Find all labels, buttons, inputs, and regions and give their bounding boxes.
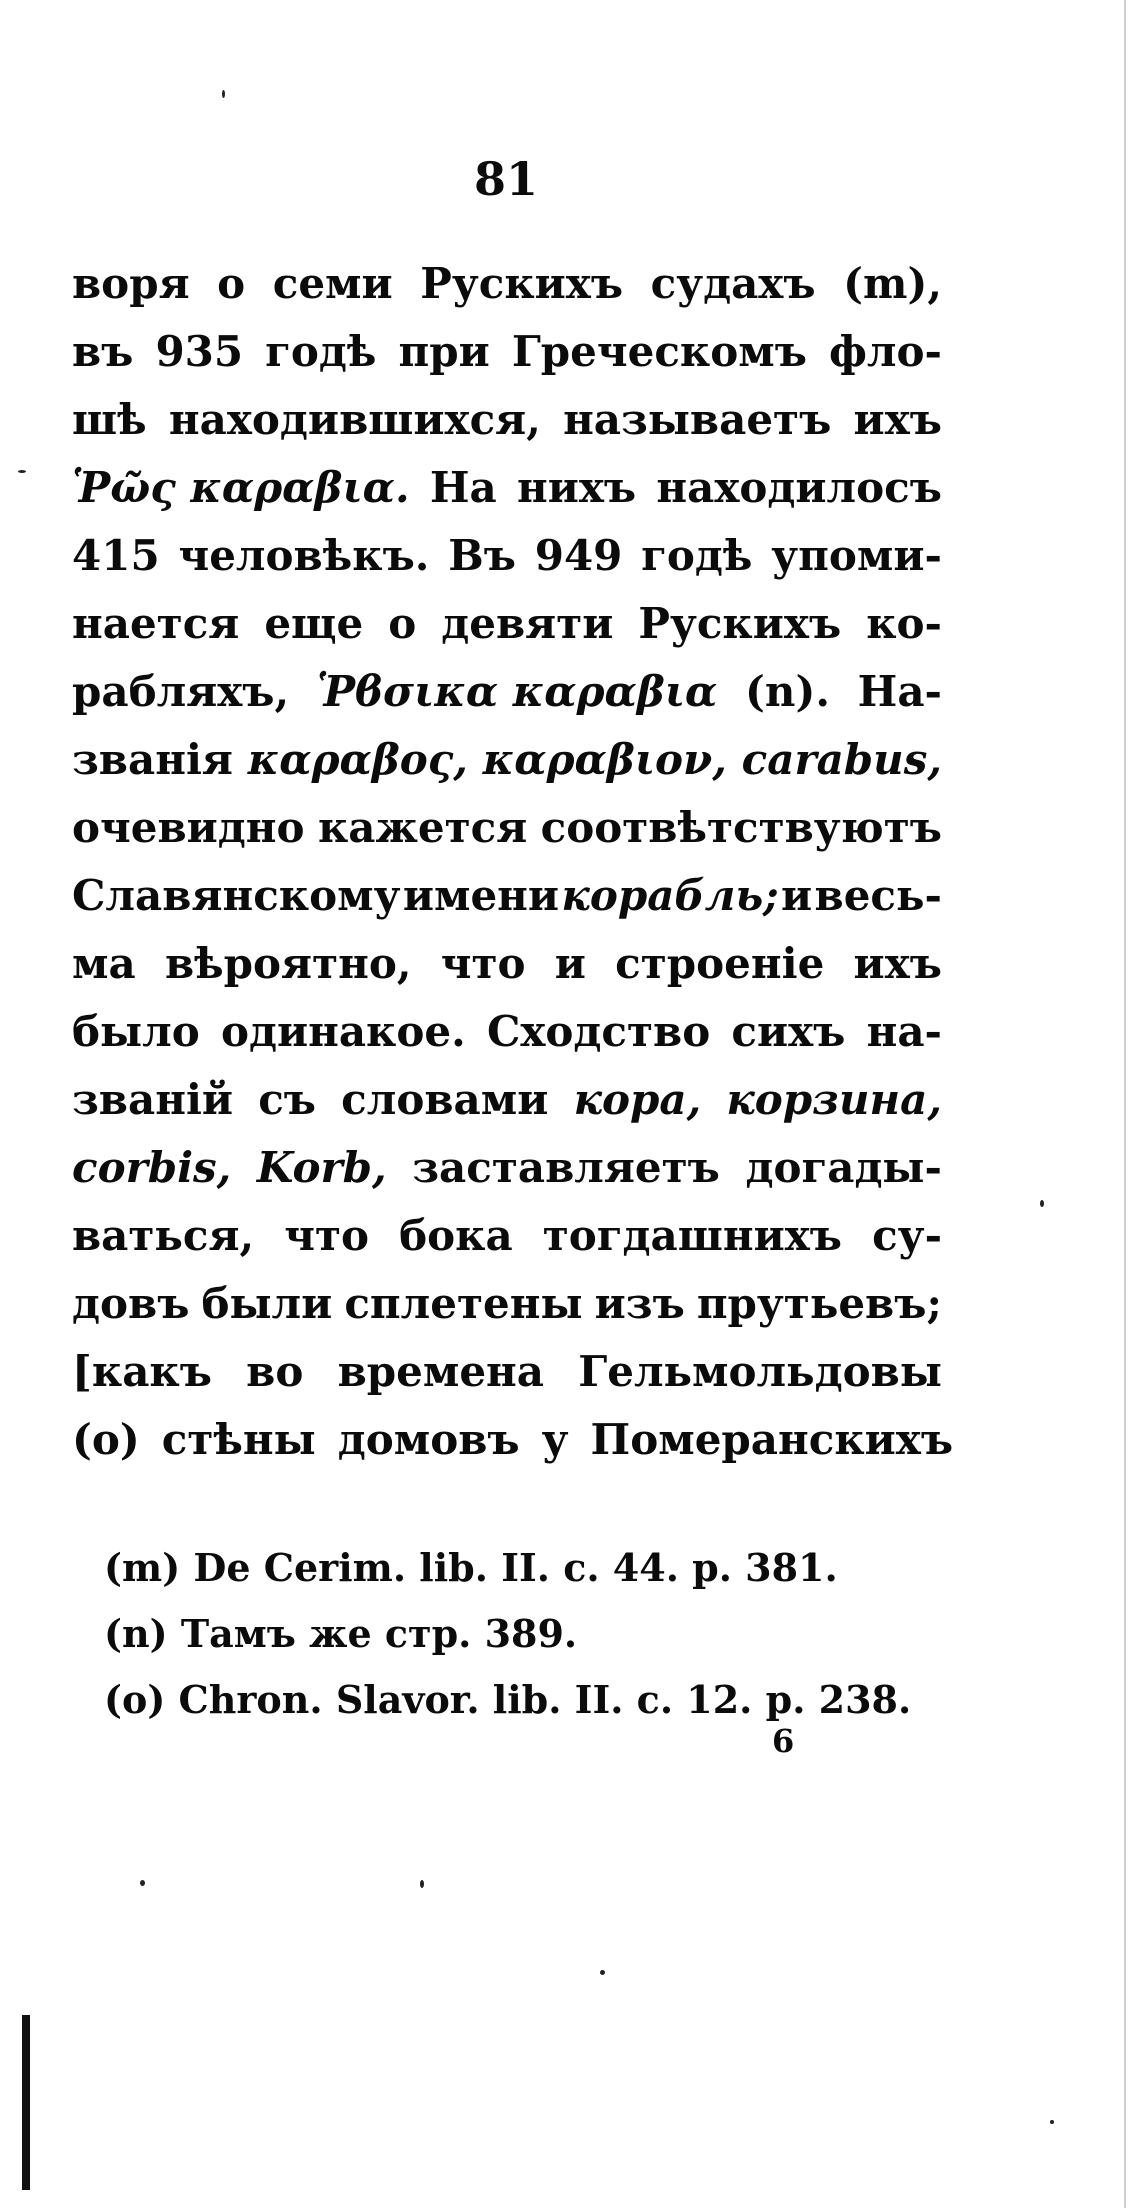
- text-line: [72, 522, 942, 590]
- text-word: 935: [155, 327, 244, 376]
- text-word: кажется: [317, 803, 528, 852]
- text-word: нихъ: [517, 463, 637, 512]
- text-word: весь-: [814, 871, 942, 920]
- text-word: вѣроятно,: [164, 939, 412, 988]
- footnote-o: (o) Chron. Slavor. lib. II. c. 12. p. 238.: [104, 1677, 912, 1722]
- text-line: [72, 454, 942, 522]
- ink-speck: [222, 90, 225, 98]
- text-word: (o): [72, 1415, 140, 1464]
- text-word: καραβιον,: [482, 735, 727, 784]
- text-word: стѣны: [161, 1415, 316, 1464]
- text-word: Рускихъ: [638, 599, 842, 648]
- footnote-m: (m) De Cerim. lib. II. c. 44. p. 381.: [104, 1545, 838, 1590]
- text-word: (m),: [843, 259, 942, 308]
- text-word: одинакое.: [220, 1007, 466, 1056]
- text-word: съ: [258, 1075, 317, 1124]
- text-line: [72, 726, 942, 794]
- text-word: На-: [857, 667, 942, 716]
- text-word: на-: [866, 1007, 942, 1056]
- text-word: καραβος,: [247, 735, 468, 784]
- text-word: времена: [337, 1347, 545, 1396]
- text-word: домовъ: [337, 1415, 520, 1464]
- text-word: имени: [402, 871, 560, 920]
- text-word: сихъ: [731, 1007, 846, 1056]
- footnotes: [104, 1535, 944, 1733]
- ink-speck: [140, 1880, 145, 1886]
- text-word: воря: [72, 259, 190, 308]
- text-word: судахъ: [650, 259, 816, 308]
- text-word: ихъ: [853, 395, 942, 444]
- text-line: [72, 658, 942, 726]
- text-word: находившихся,: [168, 395, 541, 444]
- text-word: Рускихъ: [420, 259, 624, 308]
- page-number: 81: [474, 152, 539, 206]
- text-word: корзина,: [726, 1075, 942, 1124]
- text-word: упоми-: [771, 531, 942, 580]
- text-word: Ῥῶς καραβια.: [72, 463, 410, 512]
- text-word: при: [398, 327, 490, 376]
- text-word: Славянскому: [72, 871, 401, 920]
- text-word: кора,: [573, 1075, 702, 1124]
- ink-speck: [1050, 2120, 1054, 2124]
- text-word: На: [429, 463, 497, 512]
- text-word: шѣ: [72, 395, 147, 444]
- text-word: о: [388, 599, 417, 648]
- text-word: находилосъ: [656, 463, 942, 512]
- footnote-n: (n) Тамъ же стр. 389.: [104, 1611, 578, 1656]
- text-line: [72, 1202, 942, 1270]
- text-word: семи: [272, 259, 393, 308]
- text-word: корабль;: [561, 871, 779, 920]
- text-line: [72, 1066, 942, 1134]
- text-line: [72, 250, 942, 318]
- ink-speck: [18, 470, 26, 473]
- text-word: годѣ: [265, 327, 377, 376]
- text-word: догады-: [745, 1143, 942, 1192]
- text-word: словами: [341, 1075, 549, 1124]
- text-word: Греческомъ: [511, 327, 807, 376]
- text-word: Сходство: [486, 1007, 711, 1056]
- text-word: ваться,: [72, 1211, 255, 1260]
- text-word: и: [781, 871, 813, 920]
- text-word: Korb,: [256, 1143, 387, 1192]
- text-line: [72, 930, 942, 998]
- text-word: еще: [264, 599, 364, 648]
- text-word: Померанскихъ: [590, 1415, 954, 1464]
- text-line: [72, 1270, 942, 1338]
- text-word: у: [541, 1415, 569, 1464]
- text-word: ихъ: [853, 939, 942, 988]
- text-line: [72, 590, 942, 658]
- text-word: заставляетъ: [412, 1143, 720, 1192]
- text-word: и: [554, 939, 586, 988]
- text-word: 949: [534, 531, 623, 580]
- ink-speck: [600, 1970, 605, 1975]
- text-word: годѣ: [641, 531, 753, 580]
- text-word: во: [246, 1347, 304, 1396]
- text-word: что: [440, 939, 526, 988]
- text-line: [72, 318, 942, 386]
- text-word: что: [284, 1211, 370, 1260]
- text-word: бока: [399, 1211, 513, 1260]
- text-word: Гельмольдовы: [578, 1347, 942, 1396]
- text-word: ко-: [866, 599, 942, 648]
- text-word: строеніе: [615, 939, 825, 988]
- text-word: называетъ: [563, 395, 832, 444]
- text-line: [72, 386, 942, 454]
- text-word: довъ: [72, 1279, 190, 1328]
- text-word: Въ: [448, 531, 516, 580]
- text-word: фло-: [829, 327, 942, 376]
- text-word: Ῥϐσικα καραβια: [316, 667, 718, 716]
- text-word: званій: [72, 1075, 234, 1124]
- text-word: нается: [72, 599, 240, 648]
- text-word: девяти: [441, 599, 614, 648]
- text-line: [72, 1134, 942, 1202]
- text-line: [72, 794, 942, 862]
- text-word: carabus,: [741, 735, 942, 784]
- text-word: су-: [872, 1211, 942, 1260]
- text-word: о: [217, 259, 246, 308]
- text-word: очевидно: [72, 803, 305, 852]
- text-word: было: [72, 1007, 200, 1056]
- text-line: [72, 1406, 954, 1474]
- text-word: сплетены: [344, 1279, 583, 1328]
- text-word: [какъ: [72, 1347, 212, 1396]
- text-word: ма: [72, 939, 136, 988]
- text-word: прутьевъ;: [696, 1279, 942, 1328]
- body-text: [72, 250, 954, 1474]
- text-line: [72, 862, 942, 930]
- ink-speck: [420, 1880, 424, 1888]
- text-word: въ: [72, 327, 134, 376]
- text-word: изъ: [594, 1279, 685, 1328]
- page-edge-line: [1124, 0, 1126, 2208]
- text-word: соотвѣтствуютъ: [540, 803, 942, 852]
- text-word: 415: [72, 531, 160, 580]
- text-word: человѣкъ.: [178, 531, 430, 580]
- text-word: (n).: [745, 667, 830, 716]
- text-line: [72, 998, 942, 1066]
- text-word: были: [201, 1279, 333, 1328]
- text-word: рабляхъ,: [72, 667, 290, 716]
- text-word: тогдашнихъ: [542, 1211, 843, 1260]
- text-word: званія: [72, 735, 233, 784]
- ink-speck: [1040, 1200, 1044, 1207]
- text-word: corbis,: [72, 1143, 232, 1192]
- text-line: [72, 1338, 942, 1406]
- signature-mark: 6: [772, 1722, 795, 1760]
- binding-edge-mark: [22, 2015, 30, 2190]
